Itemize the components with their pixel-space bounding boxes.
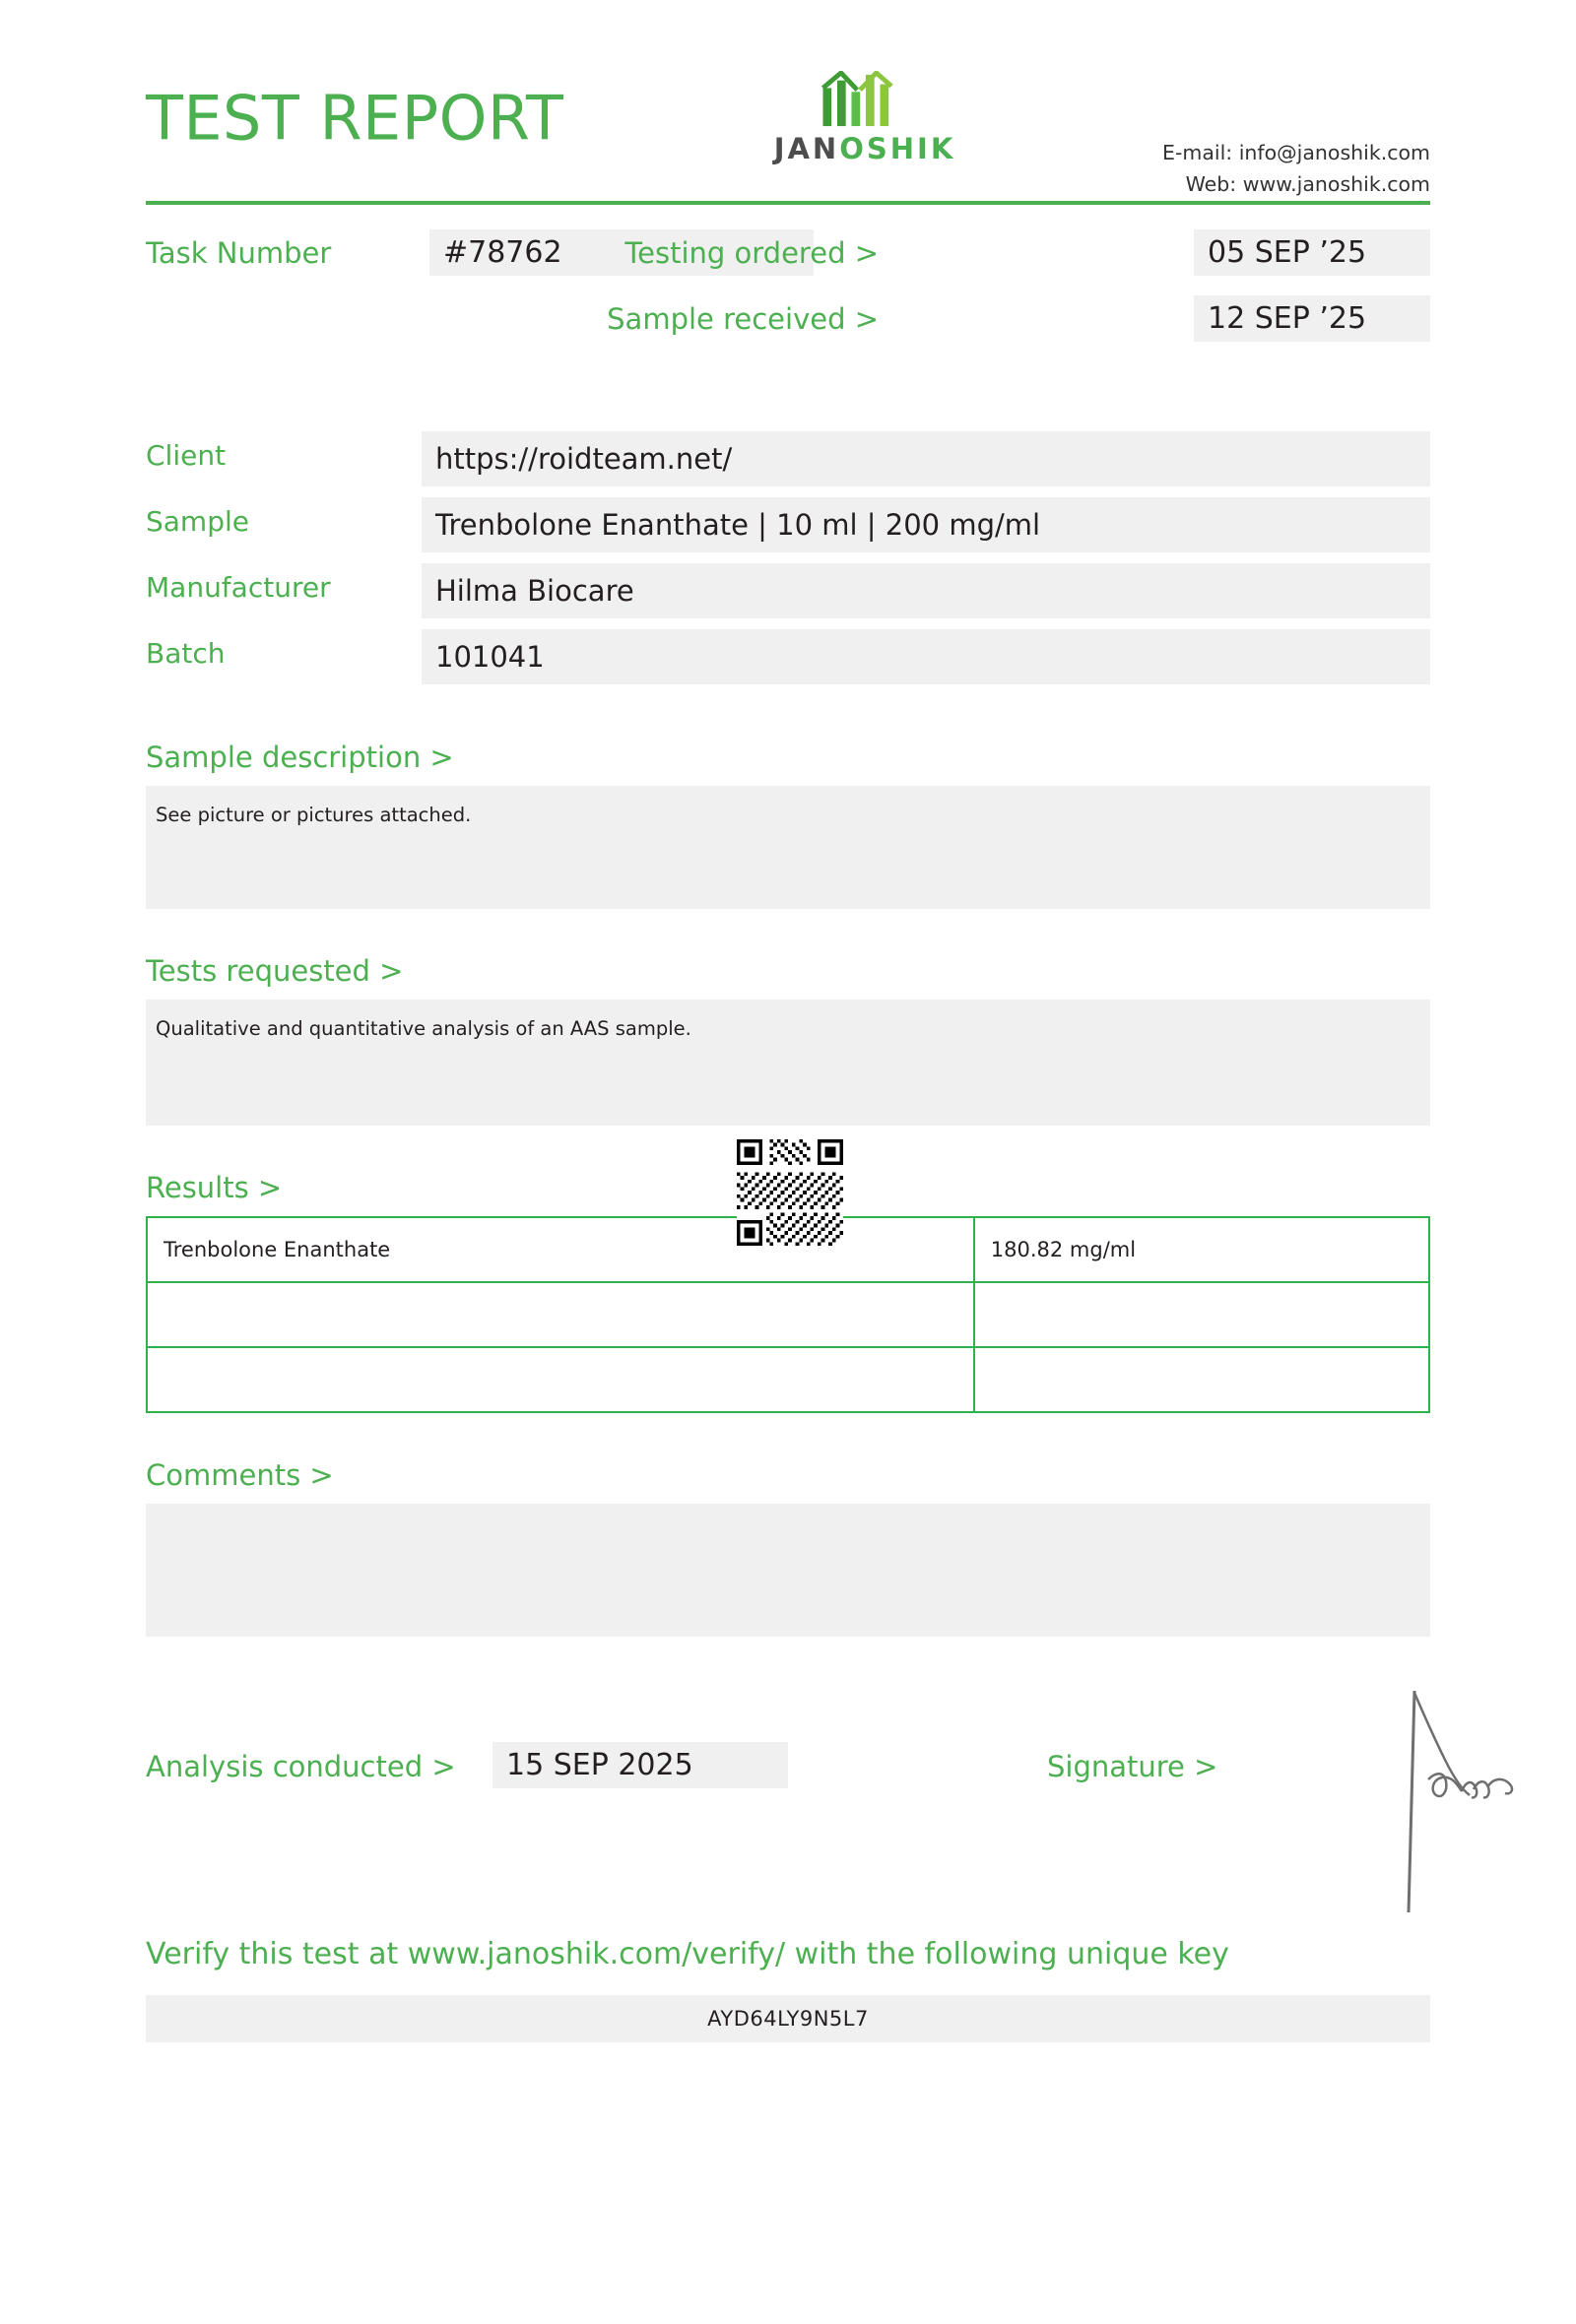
sample-info-block	[146, 431, 1430, 695]
tests-requested-title: Tests requested >	[146, 954, 404, 988]
client-label: Client	[146, 439, 227, 472]
contact-info	[1162, 138, 1430, 201]
task-number-value: #78762	[429, 229, 814, 276]
results-title: Results >	[146, 1171, 283, 1204]
result-amount: 180.82 mg/ml	[974, 1217, 1429, 1282]
sample-value: Trenbolone Enanthate | 10 ml | 200 mg/ml	[422, 497, 1430, 552]
comments-title: Comments >	[146, 1458, 334, 1492]
results-table	[146, 1216, 1430, 1413]
result-substance: Trenbolone Enanthate	[147, 1217, 974, 1282]
batch-row	[146, 629, 1430, 695]
tests-requested-box: Qualitative and quantitative analysis of an AAS sample.	[146, 1000, 1430, 1126]
task-section	[146, 226, 1430, 355]
contact-email: E-mail: info@janoshik.com	[1162, 141, 1430, 164]
logo-wordmark	[737, 132, 993, 165]
janoshik-logo	[737, 71, 993, 165]
task-number-label: Task Number	[146, 236, 332, 270]
sample-received-date: 12 SEP ’25	[1194, 295, 1430, 342]
sample-description-box: See picture or pictures attached.	[146, 786, 1430, 909]
batch-label: Batch	[146, 637, 226, 670]
logo-mark-icon	[808, 71, 922, 128]
table-row	[147, 1347, 1429, 1412]
client-value: https://roidteam.net/	[422, 431, 1430, 486]
unique-key-box: AYD64LY9N5L7	[146, 1995, 1430, 2042]
testing-ordered-label: Testing ordered >	[624, 236, 879, 270]
page-title: TEST REPORT	[146, 82, 564, 155]
header-divider	[146, 201, 1430, 205]
comments-box	[146, 1504, 1430, 1637]
signature-label: Signature >	[1047, 1750, 1218, 1783]
testing-ordered-date: 05 SEP ’25	[1194, 229, 1430, 276]
logo-text-jan: JAN	[773, 132, 840, 165]
logo-text-shik: OSHIK	[839, 132, 956, 165]
batch-value: 101041	[422, 629, 1430, 684]
result-substance	[147, 1347, 974, 1412]
analysis-conducted-date: 15 SEP 2025	[492, 1742, 788, 1788]
contact-web: Web: www.janoshik.com	[1185, 171, 1430, 196]
sample-label: Sample	[146, 505, 249, 538]
analysis-section	[146, 1740, 1430, 1907]
manufacturer-row	[146, 563, 1430, 629]
result-substance	[147, 1282, 974, 1347]
sample-received-label: Sample received >	[607, 302, 879, 336]
sample-description-title: Sample description >	[146, 741, 454, 774]
result-amount	[974, 1282, 1429, 1347]
verify-text: Verify this test at www.janoshik.com/verify/ with the following unique key	[146, 1937, 1229, 1971]
manufacturer-label: Manufacturer	[146, 571, 331, 604]
result-amount	[974, 1347, 1429, 1412]
table-row	[147, 1282, 1429, 1347]
sample-row	[146, 497, 1430, 563]
report-header	[146, 0, 1430, 197]
client-row	[146, 431, 1430, 497]
analysis-conducted-label: Analysis conducted >	[146, 1750, 456, 1783]
results-header	[146, 1171, 1430, 1204]
manufacturer-value: Hilma Biocare	[422, 563, 1430, 618]
qr-code-icon	[737, 1139, 843, 1246]
signature-image	[1367, 1681, 1564, 1927]
